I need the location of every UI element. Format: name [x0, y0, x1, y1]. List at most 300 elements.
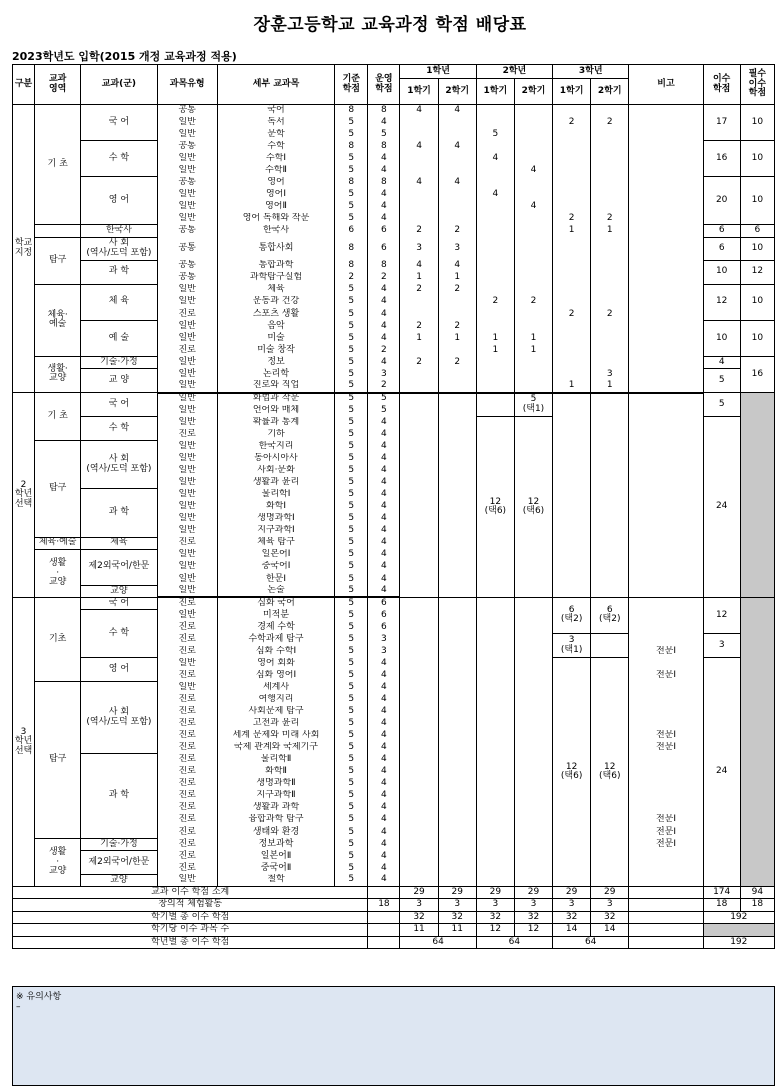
header-sem: 2학기: [438, 79, 476, 105]
table-cell: 6: [368, 237, 400, 260]
subject-group: 수 학: [81, 417, 157, 441]
table-cell: 5: [335, 826, 368, 838]
table-cell: 4: [368, 537, 400, 549]
required-credit: 10: [740, 177, 774, 225]
table-cell: 8: [335, 105, 368, 117]
table-cell: 독서: [217, 117, 334, 129]
table-cell: 수학과제 탐구: [217, 633, 334, 645]
table-cell: [591, 189, 629, 201]
table-cell: 2: [438, 320, 476, 332]
summary-value: 12: [476, 924, 514, 937]
table-cell: 4: [438, 141, 476, 153]
subject-group: 과 학: [81, 489, 157, 537]
table-cell: [514, 153, 552, 165]
table-cell: 4: [368, 296, 400, 308]
table-cell: 1: [400, 272, 438, 284]
table-cell: [400, 213, 438, 225]
table-row: [13, 924, 775, 937]
table-cell: [553, 141, 591, 153]
table-cell: 4: [368, 117, 400, 129]
subject-group: 교양: [81, 585, 157, 597]
table-cell: 6: [368, 621, 400, 633]
table-cell: [476, 201, 514, 213]
table-cell: [514, 177, 552, 189]
table-cell: 4: [368, 513, 400, 525]
summary-value: 3: [400, 899, 438, 912]
table-cell: 5: [335, 332, 368, 344]
empty-semester: [438, 597, 476, 886]
header-type: 과목유형: [157, 65, 217, 105]
table-cell: [514, 308, 552, 320]
area-label: 탐구: [35, 682, 81, 839]
subject-group: 과 학: [81, 260, 157, 284]
table-cell: 일반: [157, 477, 217, 489]
table-cell: 심화 국어: [217, 597, 334, 609]
table-cell: 5: [335, 658, 368, 670]
table-cell: 진로: [157, 730, 217, 742]
table-cell: 8: [335, 177, 368, 189]
table-cell: 2: [438, 225, 476, 237]
table-cell: 일반: [157, 549, 217, 561]
empty-semester: [514, 597, 552, 886]
table-cell: 5: [335, 718, 368, 730]
table-cell: [591, 320, 629, 332]
header-sem: 1학기: [553, 79, 591, 105]
table-cell: 일반: [157, 368, 217, 380]
table-row: [13, 320, 775, 332]
table-cell: 화법과 작문: [217, 393, 334, 405]
table-cell: [591, 284, 629, 296]
table-cell: 5: [335, 670, 368, 682]
table-cell: 5: [335, 874, 368, 886]
note-cell: 전문Ⅰ: [629, 730, 703, 742]
table-cell: 5: [335, 393, 368, 405]
table-cell: [629, 368, 703, 380]
table-cell: 일반: [157, 501, 217, 513]
table-cell: 공통: [157, 141, 217, 153]
table-cell: 일반: [157, 213, 217, 225]
table-cell: [514, 272, 552, 284]
table-cell: 일반: [157, 201, 217, 213]
table-cell: 1: [438, 332, 476, 344]
table-cell: 미적분: [217, 609, 334, 621]
table-cell: [629, 105, 703, 117]
table-cell: 5: [335, 189, 368, 201]
table-cell: 5: [335, 633, 368, 645]
total-credit: 16: [703, 141, 740, 177]
total-credit: 20: [703, 177, 740, 225]
table-cell: 5: [335, 380, 368, 392]
table-cell: [438, 368, 476, 380]
table-cell: 4: [368, 284, 400, 296]
summary-total: 18: [703, 899, 740, 912]
table-cell: 1: [553, 225, 591, 237]
header-gubun: 구분: [13, 65, 35, 105]
note-cell: [629, 633, 703, 645]
table-cell: [591, 272, 629, 284]
table-cell: 2: [438, 284, 476, 296]
header-subject-group: 교과(군): [81, 65, 157, 105]
table-cell: [553, 165, 591, 177]
summary-req: 18: [740, 899, 774, 912]
table-cell: 5: [335, 489, 368, 501]
subject-group: 사 회 (역사/도덕 포함): [81, 441, 157, 489]
table-cell: 4: [368, 742, 400, 754]
table-cell: [591, 141, 629, 153]
table-cell: 4: [400, 105, 438, 117]
table-cell: 6: [335, 225, 368, 237]
table-cell: 일반: [157, 682, 217, 694]
header-course: 세부 교과목: [217, 65, 334, 105]
header-year2: 2학년: [476, 65, 552, 79]
required-credit: 10: [740, 141, 774, 177]
summary-total: 192: [703, 936, 774, 949]
table-cell: [400, 189, 438, 201]
subject-group: 국 어: [81, 105, 157, 141]
table-cell: 화학Ⅰ: [217, 501, 334, 513]
table-cell: 16: [740, 356, 774, 392]
table-cell: [514, 129, 552, 141]
table-cell: [591, 344, 629, 356]
table-cell: 2: [591, 308, 629, 320]
table-cell: 일반: [157, 320, 217, 332]
table-cell: 5: [335, 465, 368, 477]
table-cell: 2: [400, 356, 438, 368]
summary-value: 29: [438, 886, 476, 899]
table-cell: [476, 260, 514, 272]
table-cell: [438, 213, 476, 225]
table-cell: [591, 153, 629, 165]
table-cell: 일반: [157, 332, 217, 344]
table-cell: 5: [335, 417, 368, 429]
note-cell: 전문Ⅰ: [629, 826, 703, 838]
table-cell: 세계사: [217, 682, 334, 694]
year3-empty: [591, 393, 629, 598]
summary-value: 32: [438, 911, 476, 924]
summary-value: 29: [514, 886, 552, 899]
table-cell: 진로: [157, 754, 217, 766]
subject-group: 제2외국어/한문: [81, 549, 157, 585]
summary-run: [368, 886, 400, 899]
note-cell: [629, 682, 703, 694]
table-cell: [476, 165, 514, 177]
note-cell: [629, 802, 703, 814]
table-cell: 진로: [157, 850, 217, 862]
table-cell: [553, 344, 591, 356]
table-cell: 4: [368, 465, 400, 477]
table-cell: 5: [335, 525, 368, 537]
table-cell: 심화 수학Ⅰ: [217, 646, 334, 658]
table-row: [13, 850, 775, 862]
table-cell: [514, 213, 552, 225]
table-cell: 5: [368, 393, 400, 405]
note-cell: [629, 621, 703, 633]
table-cell: [629, 356, 703, 368]
table-cell: 4: [368, 561, 400, 573]
table-cell: [476, 213, 514, 225]
table-cell: 생명과학Ⅱ: [217, 778, 334, 790]
table-cell: [438, 129, 476, 141]
summary-label: 교과 이수 학점 소계: [13, 886, 368, 899]
table-cell: 진로: [157, 308, 217, 320]
table-cell: [629, 129, 703, 141]
table-cell: [591, 177, 629, 189]
table-cell: 1: [591, 380, 629, 392]
note-empty: [629, 393, 703, 598]
table-cell: [629, 272, 703, 284]
table-cell: 일반: [157, 573, 217, 585]
header-sem: 2학기: [514, 79, 552, 105]
table-cell: 생명과학Ⅰ: [217, 513, 334, 525]
table-cell: 4: [368, 814, 400, 826]
table-cell: [400, 117, 438, 129]
table-cell: 6: [703, 237, 740, 260]
subject-group: 사 회 (역사/도덕 포함): [81, 682, 157, 754]
header-req: 필수 이수 학점: [740, 65, 774, 105]
table-cell: [400, 129, 438, 141]
table-cell: 일반: [157, 453, 217, 465]
table-cell: 4: [476, 189, 514, 201]
table-cell: [629, 225, 703, 237]
table-cell: [400, 165, 438, 177]
table-cell: 5: [335, 694, 368, 706]
summary-label: 학기당 이수 과목 수: [13, 924, 368, 937]
year1-empty: [438, 393, 476, 598]
note-cell: [629, 850, 703, 862]
table-row: [13, 284, 775, 296]
table-cell: 2: [400, 225, 438, 237]
table-cell: [629, 213, 703, 225]
table-cell: [553, 201, 591, 213]
table-cell: [553, 356, 591, 368]
table-cell: 5: [335, 646, 368, 658]
table-cell: [629, 237, 703, 260]
table-cell: 4: [438, 260, 476, 272]
note-cell: [629, 862, 703, 874]
table-cell: 영어Ⅱ: [217, 201, 334, 213]
table-cell: 생활과 윤리: [217, 477, 334, 489]
table-cell: 과학탐구실험: [217, 272, 334, 284]
table-cell: 세계 문제와 미래 사회: [217, 730, 334, 742]
table-cell: 2: [335, 272, 368, 284]
table-cell: 2: [553, 117, 591, 129]
table-cell: 일반: [157, 441, 217, 453]
table-row: [13, 874, 775, 886]
table-cell: 진로: [157, 694, 217, 706]
table-cell: 6: [368, 609, 400, 621]
table-cell: 3: [591, 368, 629, 380]
summary-note: [629, 886, 703, 899]
area-label: 체육· 예술: [35, 284, 81, 356]
table-cell: 국어: [217, 105, 334, 117]
table-cell: 1: [476, 344, 514, 356]
table-cell: [476, 237, 514, 260]
table-cell: 5: [703, 368, 740, 392]
selection-cell: 12 (택6): [476, 417, 514, 598]
total-credit: 17: [703, 105, 740, 141]
table-cell: [476, 380, 514, 392]
table-cell: 4: [368, 718, 400, 730]
table-cell: [514, 380, 552, 392]
total-credit: 12: [703, 597, 740, 633]
table-cell: 일반: [157, 153, 217, 165]
table-cell: 5: [335, 790, 368, 802]
table-cell: [514, 368, 552, 380]
table-cell: 4: [368, 356, 400, 368]
table-cell: 수학Ⅰ: [217, 153, 334, 165]
table-cell: [553, 332, 591, 344]
table-cell: 4: [368, 189, 400, 201]
table-cell: [591, 356, 629, 368]
table-cell: 4: [368, 838, 400, 850]
table-cell: 일반: [157, 393, 217, 405]
table-cell: [476, 117, 514, 129]
table-cell: 4: [368, 525, 400, 537]
table-cell: [591, 201, 629, 213]
table-cell: 5: [335, 441, 368, 453]
summary-value: 3: [476, 899, 514, 912]
curriculum-table: [12, 64, 775, 949]
table-cell: 10: [740, 320, 774, 356]
section-label: 2 학년 선택: [13, 393, 35, 598]
table-cell: 4: [368, 874, 400, 886]
table-row: [13, 899, 775, 912]
table-cell: 4: [438, 177, 476, 189]
table-cell: 영어 독해와 작문: [217, 213, 334, 225]
summary-value: 64: [476, 936, 552, 949]
table-cell: 영어 회화: [217, 658, 334, 670]
table-cell: 통합과학: [217, 260, 334, 272]
table-cell: 5: [335, 682, 368, 694]
table-cell: 논술: [217, 585, 334, 597]
note-cell: [629, 718, 703, 730]
table-cell: 5: [335, 501, 368, 513]
table-cell: 4: [703, 356, 740, 368]
table-cell: 2: [400, 320, 438, 332]
table-cell: [400, 380, 438, 392]
table-cell: [553, 153, 591, 165]
subject-group: 영 어: [81, 658, 157, 682]
table-cell: 4: [368, 429, 400, 441]
table-cell: 5: [335, 296, 368, 308]
subject-group: 제2외국어/한문: [81, 850, 157, 874]
empty-semester: [400, 597, 438, 886]
table-cell: 일반: [157, 513, 217, 525]
table-cell: 사회·문화: [217, 465, 334, 477]
subject-group: 한국사: [81, 225, 157, 237]
total-credit: 5: [703, 393, 740, 417]
table-cell: 철학: [217, 874, 334, 886]
table-cell: 진로: [157, 790, 217, 802]
table-cell: 2: [400, 284, 438, 296]
table-cell: [591, 296, 629, 308]
table-cell: 5: [335, 537, 368, 549]
table-cell: 화학Ⅱ: [217, 766, 334, 778]
table-cell: 5: [335, 368, 368, 380]
subject-group: 국 어: [81, 597, 157, 609]
summary-value: 29: [591, 886, 629, 899]
header-std: 기준 학점: [335, 65, 368, 105]
table-cell: 5: [335, 453, 368, 465]
table-cell: 4: [400, 260, 438, 272]
table-cell: [629, 141, 703, 153]
note-cell: [629, 754, 703, 766]
table-cell: 동아시아사: [217, 453, 334, 465]
summary-value: 32: [400, 911, 438, 924]
table-cell: 진로: [157, 766, 217, 778]
table-cell: 진로: [157, 537, 217, 549]
table-cell: [476, 320, 514, 332]
table-cell: 4: [368, 201, 400, 213]
table-cell: 4: [368, 802, 400, 814]
table-cell: 4: [368, 850, 400, 862]
table-cell: 4: [514, 165, 552, 177]
table-cell: 4: [368, 658, 400, 670]
table-cell: [514, 260, 552, 272]
table-cell: 4: [368, 670, 400, 682]
table-cell: 4: [368, 790, 400, 802]
selection-cell: 6 (택2): [591, 597, 629, 633]
summary-run: 18: [368, 899, 400, 912]
summary-run: [368, 936, 400, 949]
table-cell: 3: [438, 237, 476, 260]
table-cell: [514, 189, 552, 201]
table-cell: [476, 177, 514, 189]
table-row: [13, 368, 775, 380]
table-cell: 영어Ⅰ: [217, 189, 334, 201]
table-cell: [476, 141, 514, 153]
summary-value: 29: [553, 886, 591, 899]
selection-cell: 6 (택2): [553, 597, 591, 633]
note-cell: [629, 694, 703, 706]
table-cell: [438, 296, 476, 308]
summary-value: 3: [591, 899, 629, 912]
table-cell: [400, 368, 438, 380]
table-cell: [591, 105, 629, 117]
table-cell: 4: [476, 153, 514, 165]
table-cell: 5: [335, 344, 368, 356]
table-cell: 일반: [157, 609, 217, 621]
table-cell: 일반: [157, 380, 217, 392]
summary-value: 12: [514, 924, 552, 937]
summary-label: 학년별 총 이수 학점: [13, 936, 368, 949]
table-cell: 영어: [217, 177, 334, 189]
summary-run: [368, 924, 400, 937]
table-cell: 정보과학: [217, 838, 334, 850]
table-cell: 3: [368, 646, 400, 658]
table-cell: 5: [335, 742, 368, 754]
note-cell: [629, 778, 703, 790]
table-cell: 4: [368, 453, 400, 465]
table-cell: [476, 225, 514, 237]
summary-value: 3: [553, 899, 591, 912]
table-cell: [514, 225, 552, 237]
table-cell: [400, 201, 438, 213]
note-cell: [629, 706, 703, 718]
table-cell: 8: [335, 237, 368, 260]
summary-value: 3: [514, 899, 552, 912]
table-cell: 지구과학Ⅱ: [217, 790, 334, 802]
note-cell: 전문Ⅰ: [629, 742, 703, 754]
table-cell: 언어와 매체: [217, 405, 334, 417]
table-cell: 5: [335, 585, 368, 597]
table-cell: 5: [335, 308, 368, 320]
table-cell: 경제 수학: [217, 621, 334, 633]
table-cell: 5: [335, 284, 368, 296]
total-credit: 6: [703, 225, 740, 237]
table-row: [13, 911, 775, 924]
table-cell: 4: [368, 682, 400, 694]
